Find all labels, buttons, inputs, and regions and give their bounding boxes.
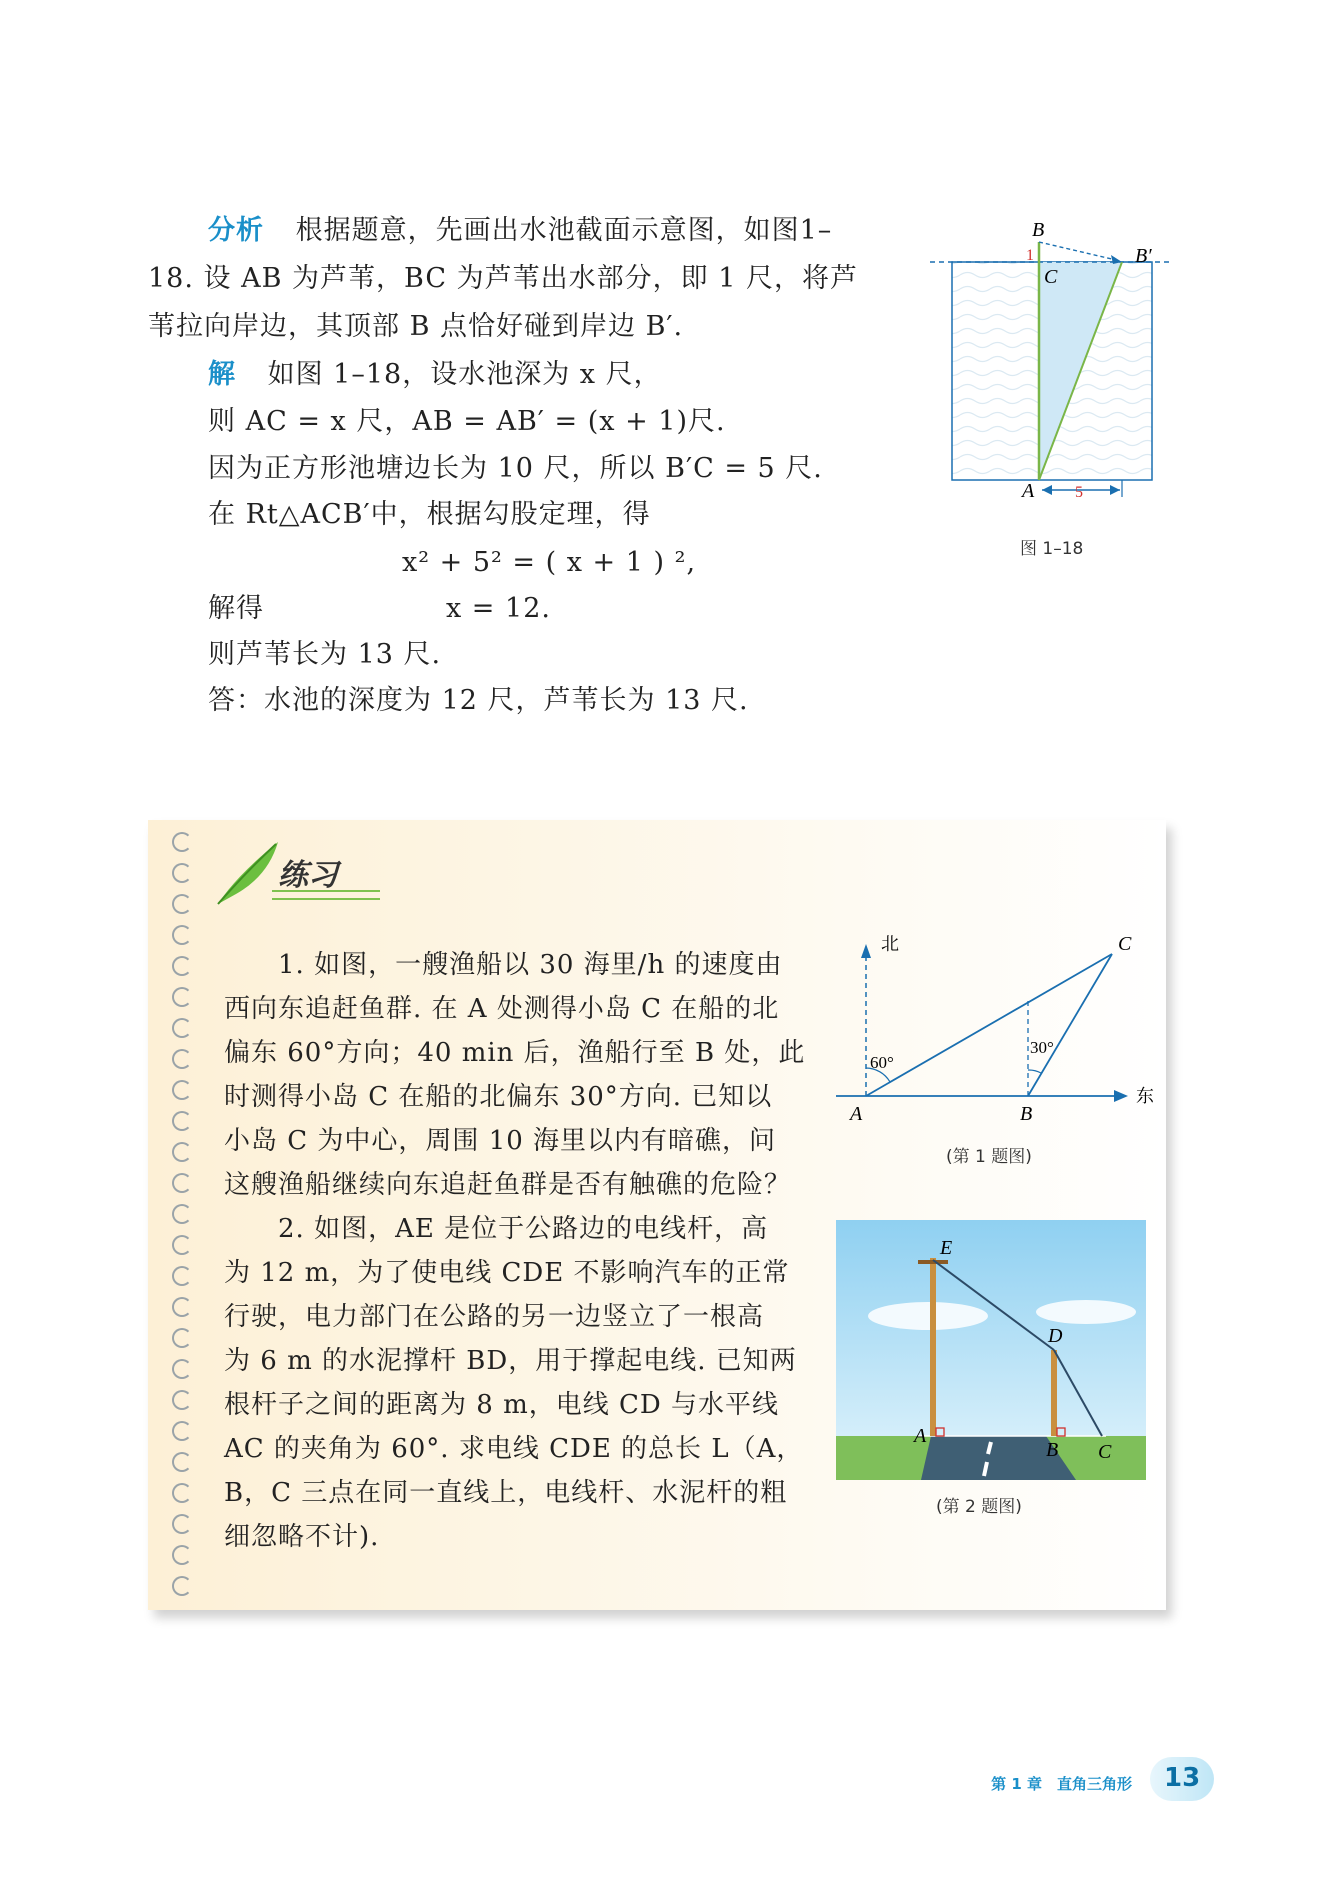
analysis-text-1: 根据题意，先画出水池截面示意图，如图1– [295,215,833,246]
binding-ring [172,1111,192,1131]
label-D: D [1048,1325,1063,1347]
label-B-prime: B′ [1135,245,1152,267]
pole-BD [1051,1350,1057,1436]
solution-text-1: 如图 1–18，设水池深为 x 尺， [267,359,662,390]
q1-line: 1. 如图，一艘渔船以 30 海里/h 的速度由 [278,950,783,980]
analysis-line-3: 苇拉向岸边，其顶部 B 点恰好碰到岸边 B′. [148,311,684,342]
answer-line: 答：水池的深度为 12 尺，芦苇长为 13 尺. [208,685,749,716]
cloud [868,1302,988,1330]
binding-ring [172,832,192,852]
pole-AE [930,1258,936,1436]
q2-figure [836,1220,1146,1480]
binding-ring [172,1235,192,1255]
label-C: C [1044,266,1058,288]
binding-ring [172,1049,192,1069]
figure-1-18-caption: 图 1–18 [1020,539,1084,559]
binding-ring [172,1266,192,1286]
label-A: A [914,1425,927,1447]
q1-line: 这艘渔船继续向东追赶鱼群是否有触礁的危险？ [224,1170,792,1200]
binding-ring [172,1080,192,1100]
q2-line: B，C 三点在同一直线上，电线杆、水泥杆的粗 [224,1478,788,1508]
label-B: B [1032,219,1045,241]
label-C: C [1098,1441,1112,1463]
solution-line-4: 在 Rt△ACB′中，根据勾股定理，得 [208,499,651,530]
q1-figure [836,928,1156,1128]
binding-ring [172,987,192,1007]
label-C: C [1118,933,1132,955]
label-1: 1 [1026,247,1034,264]
east-arrow [1114,1090,1128,1102]
q2-line: AC 的夹角为 60°. 求电线 CDE 的总长 L（A， [224,1434,804,1464]
binding-ring [172,1421,192,1441]
figure-1-18 [930,212,1170,502]
q2-line: 为 6 m 的水泥撑杆 BD，用于撑起电线. 已知两 [224,1346,797,1376]
binding-ring [172,894,192,914]
q2-line: 为 12 m，为了使电线 CDE 不影响汽车的正常 [224,1258,790,1288]
solution-line-6: 则芦苇长为 13 尺. [208,639,442,670]
q1-line: 偏东 60°方向；40 min 后，渔船行至 B 处，此 [224,1038,806,1068]
title-underline [272,890,380,900]
line-BC [1028,954,1112,1096]
binding-ring [172,1173,192,1193]
binding-ring [172,1297,192,1317]
label-B: B [1020,1103,1033,1125]
binding-ring [172,1204,192,1224]
sky [836,1220,1146,1436]
label-A: A [850,1103,863,1125]
label-B: B [1046,1439,1059,1461]
label-5: 5 [1075,484,1083,501]
binding-ring [172,925,192,945]
binding-ring [172,863,192,883]
analysis-line-1 [208,214,832,248]
page-number: 13 [1164,1763,1201,1793]
analysis-label: 分析 [208,215,264,246]
equation: x² + 5² = ( x + 1 ) ², [402,547,697,578]
label-north: 北 [881,934,899,955]
chapter-footer: 第 1 章 直角三角形 [991,1775,1132,1793]
solution-line-1 [208,358,662,392]
binding-ring [172,1359,192,1379]
binding-ring [172,1328,192,1348]
reed-move-arrow [1039,242,1116,260]
solve-label: 解得 [208,593,264,624]
north-arrow [861,944,871,958]
solve-value: x = 12. [446,593,551,624]
q1-line: 时测得小岛 C 在船的北偏东 30°方向. 已知以 [224,1082,773,1112]
binding-ring [172,1142,192,1162]
binding-ring [172,1514,192,1534]
label-east: 东 [1136,1086,1154,1107]
cloud [1036,1300,1136,1324]
binding-ring [172,1576,192,1596]
q2-line: 2. 如图，AE 是位于公路边的电线杆，高 [278,1214,769,1244]
page-number-badge [1150,1757,1214,1801]
q2-figure-caption: (第 2 题图) [936,1497,1022,1517]
q2-line: 细忽略不计). [224,1522,380,1552]
q1-line: 西向东追赶鱼群. 在 A 处测得小岛 C 在船的北 [224,994,780,1024]
solution-line-2: 则 AC = x 尺，AB = AB′ = (x + 1)尺. [208,406,726,437]
binding-ring [172,1018,192,1038]
binding-ring [172,1483,192,1503]
binding-ring [172,1452,192,1472]
analysis-line-2: 18. 设 AB 为芦苇，BC 为芦苇出水部分，即 1 尺，将芦 [148,263,858,294]
line-AC [866,954,1112,1096]
solution-line-3: 因为正方形池塘边长为 10 尺，所以 B′C = 5 尺. [208,453,823,484]
angle-arc-30 [1028,1070,1041,1073]
q1-figure-caption: (第 1 题图) [946,1147,1032,1167]
label-E: E [940,1237,953,1259]
q1-line: 小岛 C 为中心，周围 10 海里以内有暗礁，问 [224,1126,777,1156]
solution-label: 解 [208,359,236,390]
label-30deg: 30° [1030,1038,1054,1057]
label-60deg: 60° [870,1053,894,1072]
binding-ring [172,1390,192,1410]
binding-ring [172,956,192,976]
binding-ring [172,1545,192,1565]
q2-line: 行驶，电力部门在公路的另一边竖立了一根高 [224,1302,765,1332]
exercise-title: 练习 [278,858,338,893]
label-A: A [1022,480,1035,502]
q2-line: 根杆子之间的距离为 8 m，电线 CD 与水平线 [224,1390,779,1420]
